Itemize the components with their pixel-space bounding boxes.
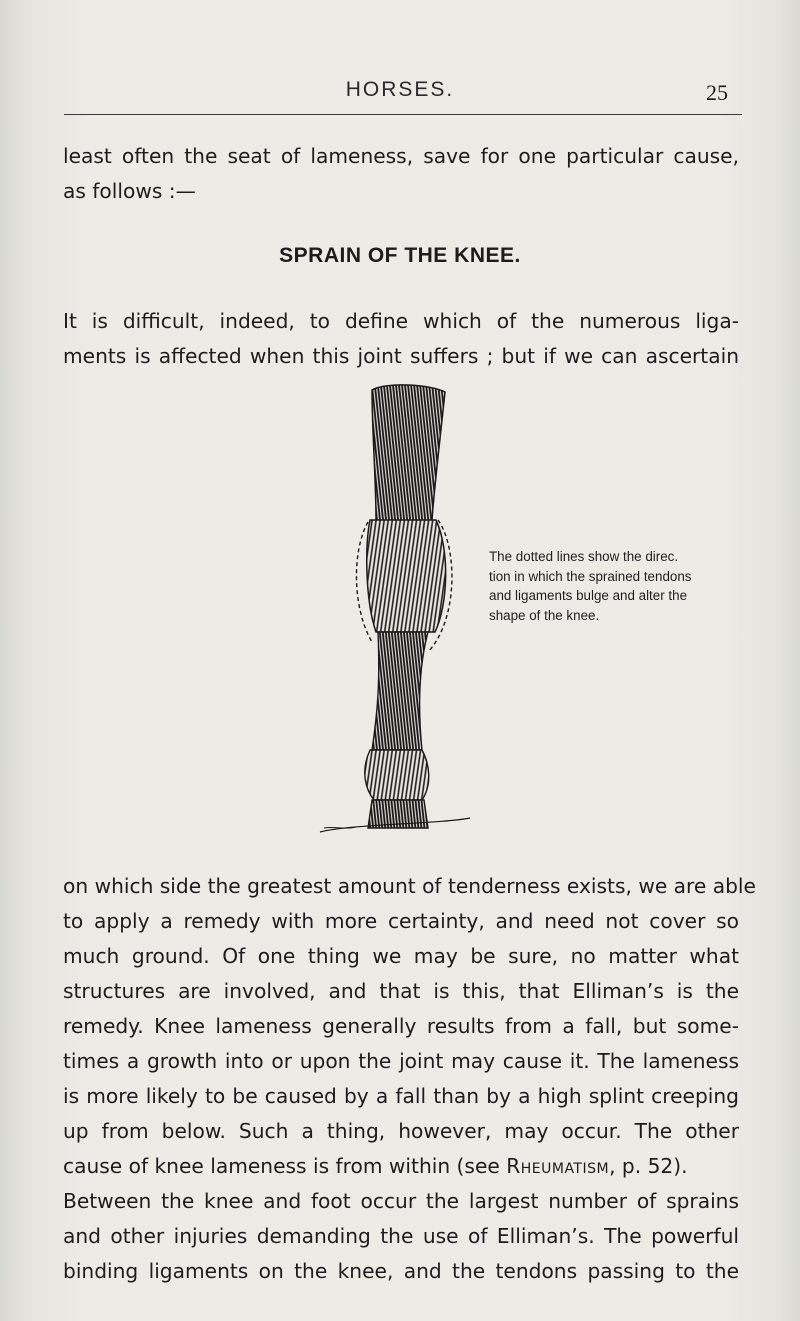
paragraph-2 <box>63 869 756 1289</box>
header-rule <box>64 114 742 115</box>
text-line: up from below. Such a thing, however, may occur. The other <box>63 1119 739 1143</box>
text-line: ments is affected when this joint suffers ; but if we can ascertain <box>63 344 739 368</box>
text-line: structures are involved, and that is this, that Elliman’s is the <box>63 979 739 1003</box>
text-fragment: cause of knee lameness is from within (see <box>63 1154 500 1178</box>
knee-engraving <box>310 380 480 835</box>
caption-line: and ligaments bulge and alter the <box>489 588 688 603</box>
text-line: and other injuries demanding the use of Elliman’s. The powerful <box>63 1224 739 1248</box>
rheumatism-reference: Rheumatism <box>506 1154 610 1178</box>
caption-line: tion in which the sprained tendons <box>489 568 692 584</box>
paragraph-1 <box>63 304 739 374</box>
text-line: binding ligaments on the knee, and the tendons passing to the <box>63 1259 739 1283</box>
text-line: remedy. Knee lameness generally results from a fall, but some- <box>63 1014 739 1038</box>
running-title: HORSES. <box>345 78 455 101</box>
intro-paragraph <box>63 139 739 209</box>
text-line: as follows :— <box>63 179 196 203</box>
page-reference: , p. 52). <box>609 1154 688 1178</box>
knee-illustration <box>310 380 480 835</box>
text-line: to apply a remedy with more certainty, and need not cover so <box>63 909 739 933</box>
text-line: on which side the greatest amount of tenderness exists, we are able <box>63 874 756 898</box>
figure-caption <box>489 547 751 625</box>
text-line: times a growth into or upon the joint may cause it. The lameness <box>63 1049 739 1073</box>
running-header <box>0 78 800 118</box>
text-line: much ground. Of one thing we may be sure, no matter what <box>63 944 739 968</box>
caption-line: shape of the knee. <box>489 607 600 623</box>
text-line <box>63 1149 739 1184</box>
page-number: 25 <box>706 80 728 105</box>
text-line: least often the seat of lameness, save for one particular cause, <box>63 144 739 168</box>
text-line: is more likely to be caused by a fall than by a high splint creeping <box>63 1084 739 1108</box>
text-line: Between the knee and foot occur the largest number of sprains <box>63 1189 739 1213</box>
caption-line: The dotted lines show the direc. <box>489 549 679 564</box>
text-line: It is difficult, indeed, to define which of the numerous liga- <box>63 309 739 333</box>
section-heading: SPRAIN OF THE KNEE. <box>279 244 521 267</box>
